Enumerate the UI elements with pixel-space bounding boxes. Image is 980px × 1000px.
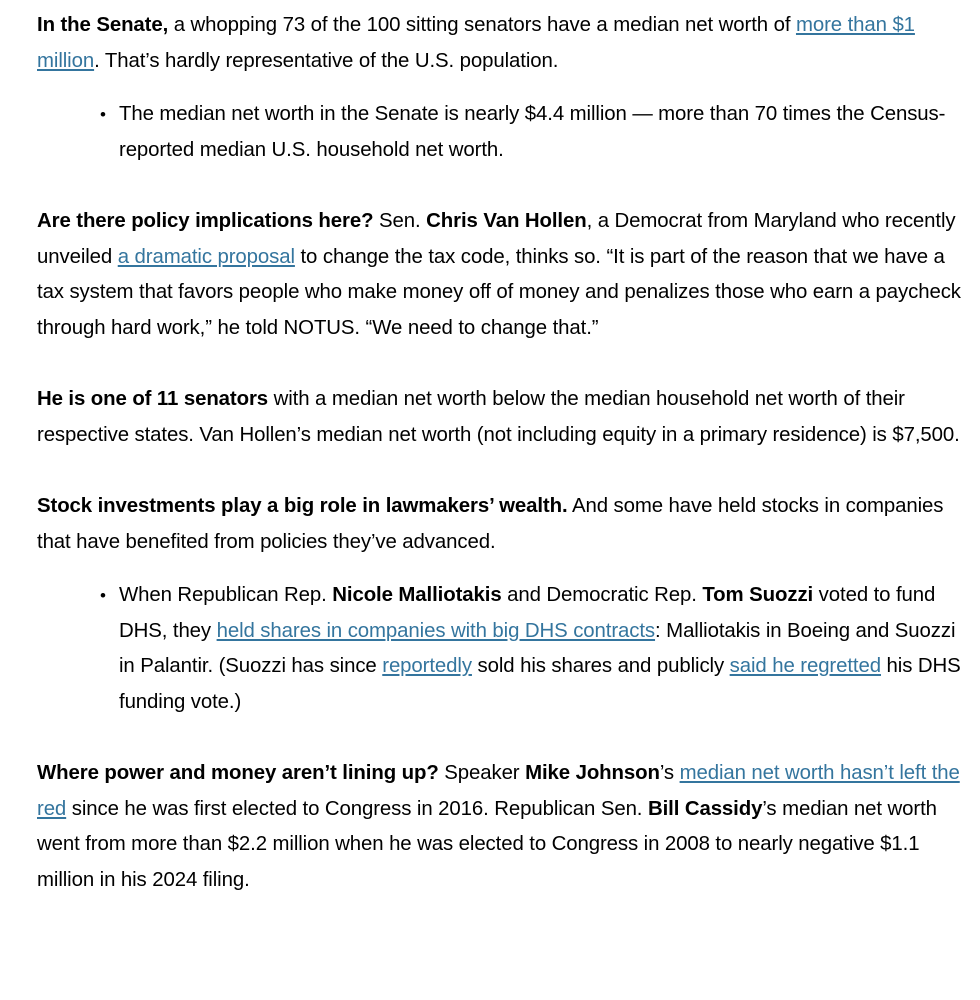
paragraph	[37, 8, 965, 79]
bold-text: Nicole Malliotakis	[332, 584, 502, 606]
text-run: When Republican Rep.	[119, 584, 333, 606]
inline-link[interactable]: a dramatic proposal	[117, 245, 295, 268]
inline-link[interactable]: held shares in companies with big DHS contracts	[216, 619, 656, 642]
text-run: to change the tax code, thinks so. “It is part of the reason that we have a tax system that favors people who make money off of money and penalizes those who earn a paycheck through hard work,” he told NOTUS. “We need to change that.”	[37, 245, 961, 339]
bold-text: Chris Van Hollen	[426, 210, 587, 232]
bold-text: Where power and money aren’t lining up?	[37, 762, 439, 784]
text-run: since he was first elected to Congress in 2016. Republican Sen.	[66, 797, 648, 820]
text-run: ’s median net worth went from more than $2.2 million when he was elected to Congress in 2008 to nearly negative $1.1 million in his 2024 filing.	[37, 797, 937, 891]
inline-link[interactable]: median net worth hasn’t left the red	[37, 762, 960, 820]
bullet-list	[37, 578, 965, 720]
paragraph	[37, 756, 965, 898]
text-run: The median net worth in the Senate is nearly $4.4 million — more than 70 times the Census-reported median U.S. household net worth.	[119, 103, 946, 161]
inline-link[interactable]: more than $1 million	[37, 14, 915, 72]
text-run: a whopping 73 of the 100 sitting senators have a median net worth of	[168, 14, 796, 36]
text-run: : Malliotakis in Boeing and Suozzi in Palantir. (Suozzi has since	[119, 619, 956, 677]
bold-text: Tom Suozzi	[702, 584, 814, 606]
paragraph	[37, 489, 965, 560]
bullet-item	[119, 97, 965, 168]
text-run: and Democratic Rep.	[501, 584, 703, 606]
inline-link[interactable]: reportedly	[382, 655, 472, 677]
bold-text: Stock investments play a big role in lawmakers’ wealth.	[37, 495, 568, 517]
text-run: with a median net worth below the median household net worth of their respective states. Van Hollen’s median net worth (not including equity in a primary residence) is $7,500.	[37, 388, 960, 446]
text-run: , a Democrat from Maryland who recently unveiled	[37, 210, 956, 268]
bold-text: Are there policy implications here?	[37, 210, 374, 232]
text-run: Sen.	[373, 210, 427, 232]
text-run: . That’s hardly representative of the U.S. population.	[94, 49, 559, 72]
text-run: Speaker	[438, 762, 526, 784]
bold-text: He is one of 11 senators	[37, 388, 269, 410]
paragraph	[37, 382, 965, 453]
bullet-item	[119, 578, 965, 720]
bold-text: Bill Cassidy	[647, 797, 763, 820]
text-run: his DHS funding vote.)	[119, 655, 961, 713]
text-run: sold his shares and publicly	[471, 655, 730, 677]
paragraph	[37, 204, 965, 346]
inline-link[interactable]: said he regretted	[729, 655, 881, 677]
bullet-list	[37, 97, 965, 168]
bold-text: Mike Johnson	[525, 762, 660, 784]
text-run: And some have held stocks in companies that have benefited from policies they’ve advanced.	[37, 495, 944, 553]
text-run: voted to fund DHS, they	[119, 584, 936, 642]
bold-text: In the Senate,	[37, 14, 169, 36]
text-run: ’s	[659, 762, 680, 784]
